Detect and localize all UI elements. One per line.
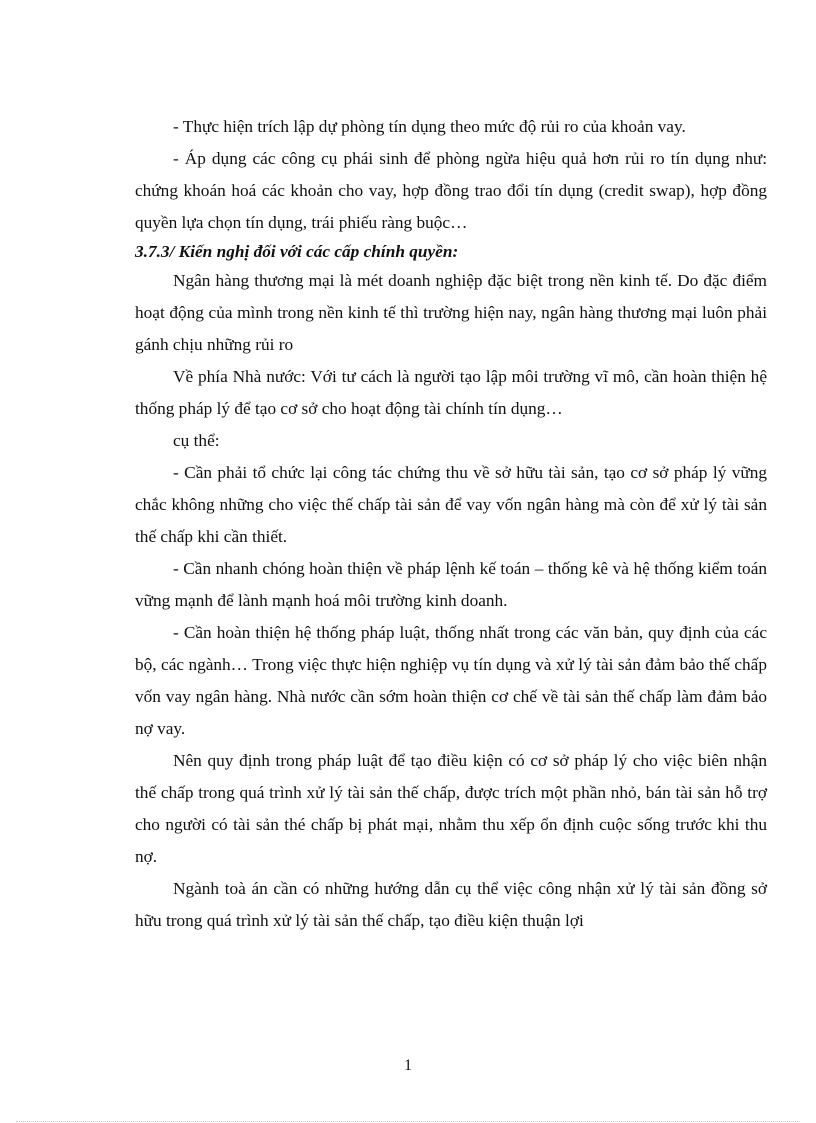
- page-number: 1: [404, 1057, 412, 1074]
- paragraph-mortgage-regulation: Nên quy định trong pháp luật để tạo điều kiện có cơ sở pháp lý cho việc biên nhận thế chấp trong quá trình xử lý tài sản thế chấp, được trích một phần nhỏ, bán tài sản hỗ trợ cho người có tài sản thé chấp bị phát mại, nhằm thu xếp ổn định cuộc sống trước khi thu nợ.: [135, 751, 767, 866]
- document-body: [135, 111, 767, 937]
- paragraph-accounting-regulation: - Cần nhanh chóng hoàn thiện về pháp lệnh kế toán – thống kê và hệ thống kiểm toán vững mạnh để lành mạnh hoá môi trường kinh doanh.: [135, 559, 767, 610]
- page-bottom-divider: [16, 1121, 800, 1122]
- paragraph-specifically: cụ thể:: [173, 431, 220, 450]
- paragraph-derivative-tools: - Áp dụng các công cụ phái sinh để phòng ngừa hiệu quả hơn rủi ro tín dụng như: chứng khoán hoá các khoản cho vay, hợp đồng trao đổi tín dụng (credit swap), hợp đồng quyền lựa chọn tín dụng, trái phiếu ràng buộc…: [135, 149, 767, 232]
- paragraph-legal-system: - Cần hoàn thiện hệ thống pháp luật, thống nhất trong các văn bản, quy định của các bộ, các ngành… Trong việc thực hiện nghiệp vụ tín dụng và xử lý tài sản đảm bảo thế chấp vốn vay ngân hàng. Nhà nước cần sớm hoàn thiện cơ chế về tài sản thế chấp làm đảm bảo nợ vay.: [135, 623, 767, 738]
- paragraph-state-role: Về phía Nhà nước: Với tư cách là người tạo lập môi trường vĩ mô, cần hoàn thiện hệ thống pháp lý để tạo cơ sở cho hoạt động tài chính tín dụng…: [135, 367, 767, 418]
- paragraph-loan-provisioning: - Thực hiện trích lập dự phòng tín dụng theo mức độ rủi ro của khoản vay.: [173, 117, 686, 136]
- paragraph-court-guidance: Ngành toà án cần có những hướng dẫn cụ thể việc công nhận xử lý tài sản đồng sở hữu trong quá trình xử lý tài sản thế chấp, tạo điều kiện thuận lợi: [135, 879, 767, 930]
- paragraph-commercial-banks: Ngân hàng thương mại là mét doanh nghiệp đặc biệt trong nền kinh tế. Do đặc điểm hoạt động của mình trong nền kinh tế thì trường hiện nay, ngân hàng thương mại luôn phải gánh chịu những rủi ro: [135, 271, 767, 354]
- paragraph-asset-ownership: - Cần phải tổ chức lại công tác chứng thu về sở hữu tài sản, tạo cơ sở pháp lý vững chắc không những cho việc thế chấp tài sản để vay vốn ngân hàng mà còn để xử lý tài sản thế chấp khi cần thiết.: [135, 463, 767, 546]
- section-heading: 3.7.3/ Kiến nghị đối với các cấp chính quyền:: [135, 242, 459, 261]
